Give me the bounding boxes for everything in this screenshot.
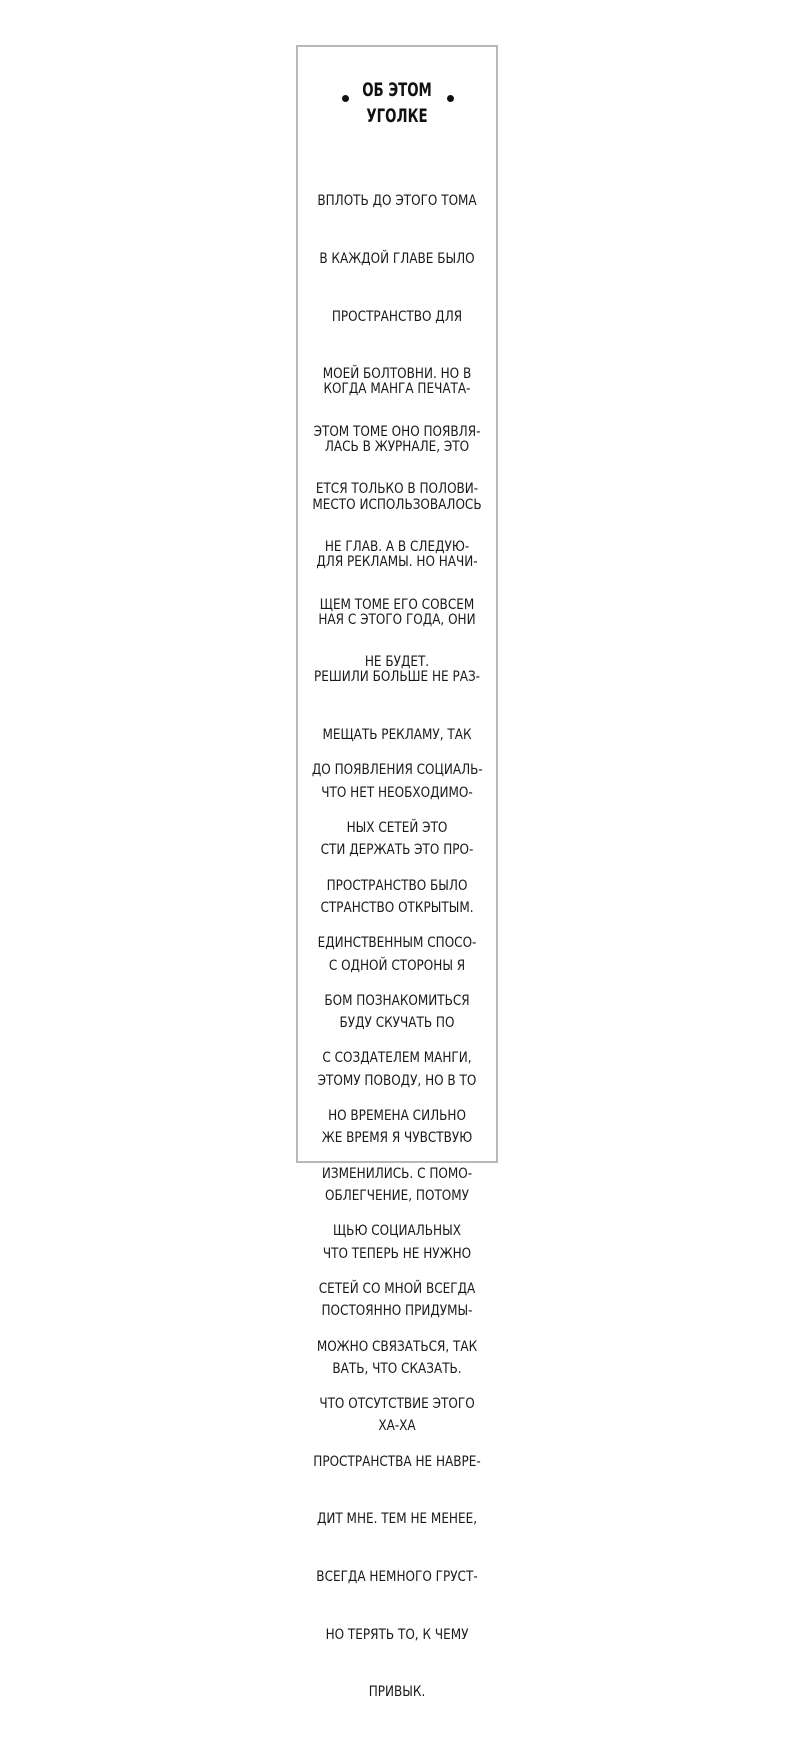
note-header	[298, 75, 496, 135]
text-line: МОЖНО СВЯЗАТЬСЯ, ТАК	[316, 1338, 478, 1355]
text-line: КОГДА МАНГА ПЕЧАТА-	[323, 381, 471, 398]
text-line: ВСЕГДА НЕМНОГО ГРУСТ-	[316, 1568, 478, 1585]
text-line: ХА-ХА	[378, 1418, 416, 1435]
text-line: РЕШИЛИ БОЛЬШЕ НЕ РАЗ-	[313, 669, 481, 686]
text-line: ЩЕМ ТОМЕ ЕГО СОВСЕМ	[319, 596, 475, 613]
text-line: ПРОСТРАНСТВА НЕ НАВРЕ-	[313, 1453, 481, 1470]
text-line: СЕТЕЙ СО МНОЙ ВСЕГДА	[318, 1280, 476, 1297]
text-line: ЕДИНСТВЕННЫМ СПОСО-	[317, 935, 477, 952]
text-line: БУДУ СКУЧАТЬ ПО	[339, 1015, 455, 1032]
text-line: НО ТЕРЯТЬ ТО, К ЧЕМУ	[325, 1626, 469, 1643]
note-title-line-1: ОБ ЭТОМ	[362, 79, 432, 101]
text-line: ПОСТОЯННО ПРИДУМЫ-	[321, 1303, 473, 1320]
text-line: МЕЩАТЬ РЕКЛАМУ, ТАК	[322, 727, 472, 744]
text-line: ПРИВЫК.	[368, 1684, 426, 1701]
text-line: ПРОСТРАНСТВО БЫЛО	[326, 877, 468, 894]
text-line: СТРАНСТВО ОТКРЫТЫМ.	[320, 899, 474, 916]
note-title-line-2: УГОЛКЕ	[366, 105, 428, 127]
bullet-dot-right-icon	[447, 95, 454, 102]
text-line: ЧТО ОТСУТСТВИЕ ЭТОГО	[319, 1396, 475, 1413]
text-line: ОБЛЕГЧЕНИЕ, ПОТОМУ	[324, 1187, 469, 1204]
text-line: ЛАСЬ В ЖУРНАЛЕ, ЭТО	[324, 439, 470, 456]
text-line: НЕ ГЛАВ. А В СЛЕДУЮ-	[324, 539, 470, 556]
text-line: ЧТО НЕТ НЕОБХОДИМО-	[321, 784, 473, 801]
text-line: С ОДНОЙ СТОРОНЫ Я	[328, 957, 466, 974]
text-line: НЫХ СЕТЕЙ ЭТО	[346, 820, 448, 837]
note-paragraph-3	[298, 723, 496, 1741]
text-line: ДЛЯ РЕКЛАМЫ. НО НАЧИ-	[316, 554, 478, 571]
text-line: ВАТЬ, ЧТО СКАЗАТЬ.	[332, 1360, 462, 1377]
text-line: НАЯ С ЭТОГО ГОДА, ОНИ	[318, 611, 476, 628]
text-line: НО ВРЕМЕНА СИЛЬНО	[328, 1108, 466, 1125]
text-line: МОЕЙ БОЛТОВНИ. НО В	[322, 366, 472, 383]
text-line: НЕ БУДЕТ.	[364, 654, 430, 671]
text-line: ЖЕ ВРЕМЯ Я ЧУВСТВУЮ	[321, 1130, 473, 1147]
text-line: ДИТ МНЕ. ТЕМ НЕ МЕНЕЕ,	[316, 1511, 478, 1528]
text-line: В КАЖДОЙ ГЛАВЕ БЫЛО	[319, 251, 475, 268]
text-line: ИЗМЕНИЛИСЬ. С ПОМО-	[321, 1165, 473, 1182]
text-line: ЧТО ТЕПЕРЬ НЕ НУЖНО	[322, 1245, 472, 1262]
text-line: ПРОСТРАНСТВО ДЛЯ	[331, 308, 463, 325]
author-note-column	[296, 45, 498, 1701]
text-line: ЭТОМ ТОМЕ ОНО ПОЯВЛЯ-	[313, 423, 481, 440]
text-line: ЩЬЮ СОЦИАЛЬНЫХ	[333, 1223, 461, 1240]
text-line: ЭТОМУ ПОВОДУ, НО В ТО	[317, 1072, 477, 1089]
text-line: ВПЛОТЬ ДО ЭТОГО ТОМА	[317, 193, 477, 210]
text-line: МЕСТО ИСПОЛЬЗОВАЛОСЬ	[312, 496, 482, 513]
text-line: С СОЗДАТЕЛЕМ МАНГИ,	[322, 1050, 472, 1067]
text-line: ЕТСЯ ТОЛЬКО В ПОЛОВИ-	[315, 481, 479, 498]
text-line: ДО ПОЯВЛЕНИЯ СОЦИАЛЬ-	[311, 762, 483, 779]
text-line: СТИ ДЕРЖАТЬ ЭТО ПРО-	[320, 842, 474, 859]
text-line: БОМ ПОЗНАКОМИТЬСЯ	[324, 992, 470, 1009]
